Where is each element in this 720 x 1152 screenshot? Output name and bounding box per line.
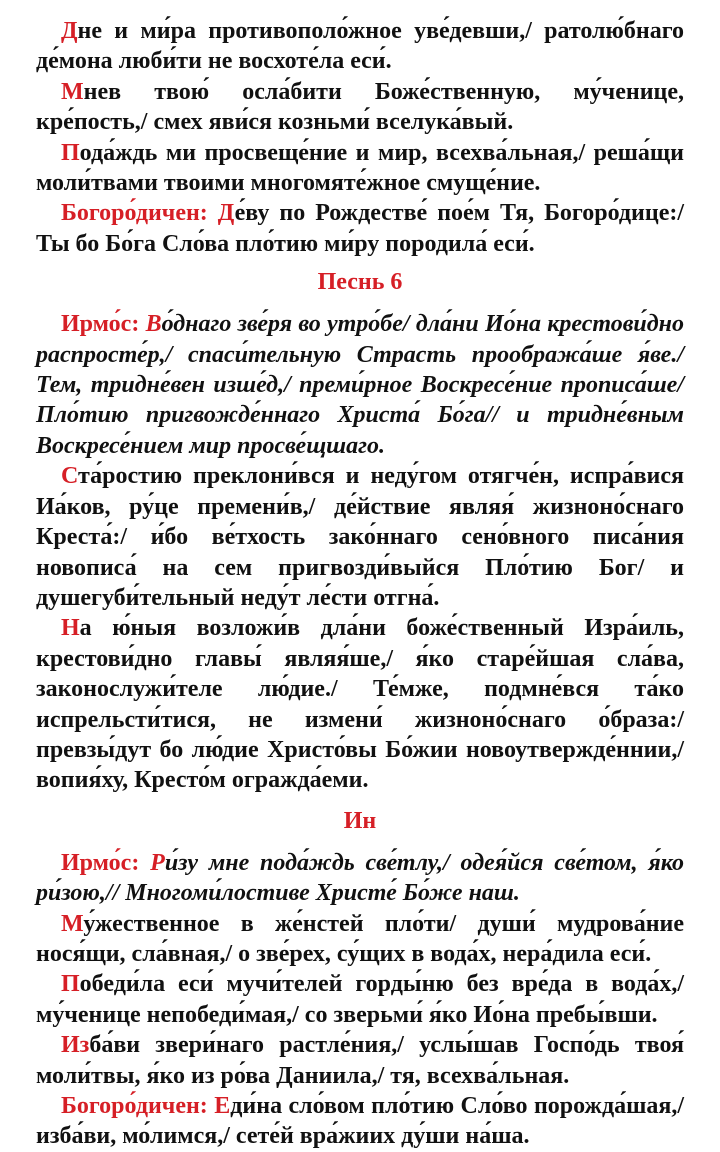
paragraph-text: у́жественное в же́нстей пло́ти/ души́ мудрова́ние нося́щи, сла́вная,/ о зве́рех, су́щих в вода́х, нера́дила еси́.	[36, 910, 684, 967]
paragraph-text: обеди́ла еси́ мучи́телей горды́ню без вре́да в вода́х,/ му́ченице непобеди́мая,/ со зверьми́ я́ко Ио́на пребы́вши.	[36, 971, 684, 1028]
paragraph	[36, 969, 684, 1030]
drop-initial: Р	[150, 849, 165, 876]
irmos-label: Ирмо́с:	[61, 311, 146, 338]
irmos-label: Ирмо́с:	[61, 849, 151, 876]
irmos-text: и́зу мне пода́ждь све́тлу,/ одея́йся све́том, я́ко ри́зою,// Многоми́лостиве Христе́ Бо́же наш.	[36, 849, 685, 907]
paragraph-text: ба́ви звери́наго растле́ния,/ услы́шав Госпо́дь твоя́ моли́твы, я́ко из ро́ва Даниила,/ тя, всехва́льная.	[36, 1032, 684, 1089]
irmos-paragraph	[36, 309, 684, 461]
paragraph	[36, 138, 684, 199]
paragraph-text: та́ростию преклони́вся и неду́гом отягче́н, испра́вися Иа́ков, ру́це премени́в,/ де́йствие являя́ жизноно́снаго Креста́:/ и́бо ве́тхость зако́ннаго сено́вного писа́ния новописа́ на сем пригвозди́выйся Пло́тию Бог/ и душегуби́тельный неду́т ле́сти отгна́.	[36, 463, 684, 611]
theotokion-paragraph	[36, 1091, 684, 1152]
drop-initial: Д	[61, 18, 78, 44]
theotokion-paragraph	[36, 198, 684, 259]
paragraph	[36, 461, 684, 613]
section-heading-in: Ин	[343, 807, 377, 834]
paragraph-text: не и ми́ра противополо́жное уве́девши,/ ратолю́бнаго де́мона люби́ти не восхоте́ла еси́.	[36, 18, 684, 75]
paragraph-text: а ю́ныя возложи́в дла́ни боже́ственный Изра́иль, крестови́дно главы́ являя́ше,/ я́ко старе́йшая сла́ва, законослужи́теле лю́дие./ Те́мже, подмне́вся та́ко испрельсти́тися, не измени́ жизноно́снаго о́браза:/ превзы́дут бо лю́дие Христо́вы Бо́жии новоутвержде́ннии,/ вопия́ху, Кресто́м огражда́еми.	[36, 615, 684, 794]
paragraph-text: ди́на сло́вом пло́тию Сло́во порожда́шая,/ изба́ви, мо́лимся,/ сете́й вра́жиих ду́ши на́ша.	[36, 1093, 684, 1150]
theotokion-label: Богоро́дичен:	[61, 200, 218, 227]
drop-initial: Н	[61, 615, 80, 642]
drop-initial: В	[145, 311, 162, 338]
drop-initial: Д	[217, 200, 235, 227]
drop-initial: Е	[214, 1093, 231, 1119]
paragraph	[36, 16, 684, 77]
irmos-text: о́днаго зве́ря во утро́бе/ дла́ни Ио́на крестови́дно распросте́р,/ спаси́тельную Страсть прообража́ше я́ве./ Тем, тридне́вен изше́д,/ преми́рное Воскресе́ние прописа́ше/ Пло́тию пригвожде́ннаго Христа́ Бо́га// и тридне́вным Воскресе́нием мир просве́щшаго.	[36, 311, 685, 459]
section-heading-song-6: Песнь 6	[317, 269, 403, 296]
drop-initial: С	[61, 463, 79, 490]
paragraph	[36, 909, 684, 970]
paragraph-text: нев твою́ осла́бити Боже́ственную, му́ченице, кре́пость,/ смех яви́ся козньми́ вселука́вый.	[36, 78, 684, 136]
paragraph	[36, 1030, 684, 1091]
drop-initial: П	[61, 139, 80, 166]
paragraph	[36, 613, 684, 795]
paragraph-text: е́ву по Рождестве́ пое́м Тя, Богоро́дице:/ Ты бо Бо́га Сло́ва пло́тию ми́ру породила́ еси́.	[36, 200, 684, 257]
paragraph	[36, 77, 684, 138]
drop-initial: Из	[61, 1032, 90, 1059]
irmos-paragraph	[36, 848, 684, 909]
drop-initial: М	[61, 910, 84, 937]
paragraph-text: ода́ждь ми просвеще́ние и мир, всехва́льная,/ реша́щи моли́твами твоими многомяте́жное смуще́ние.	[36, 139, 684, 197]
drop-initial: П	[61, 971, 80, 998]
theotokion-label: Богоро́дичен:	[61, 1093, 215, 1119]
drop-initial: М	[61, 78, 84, 105]
